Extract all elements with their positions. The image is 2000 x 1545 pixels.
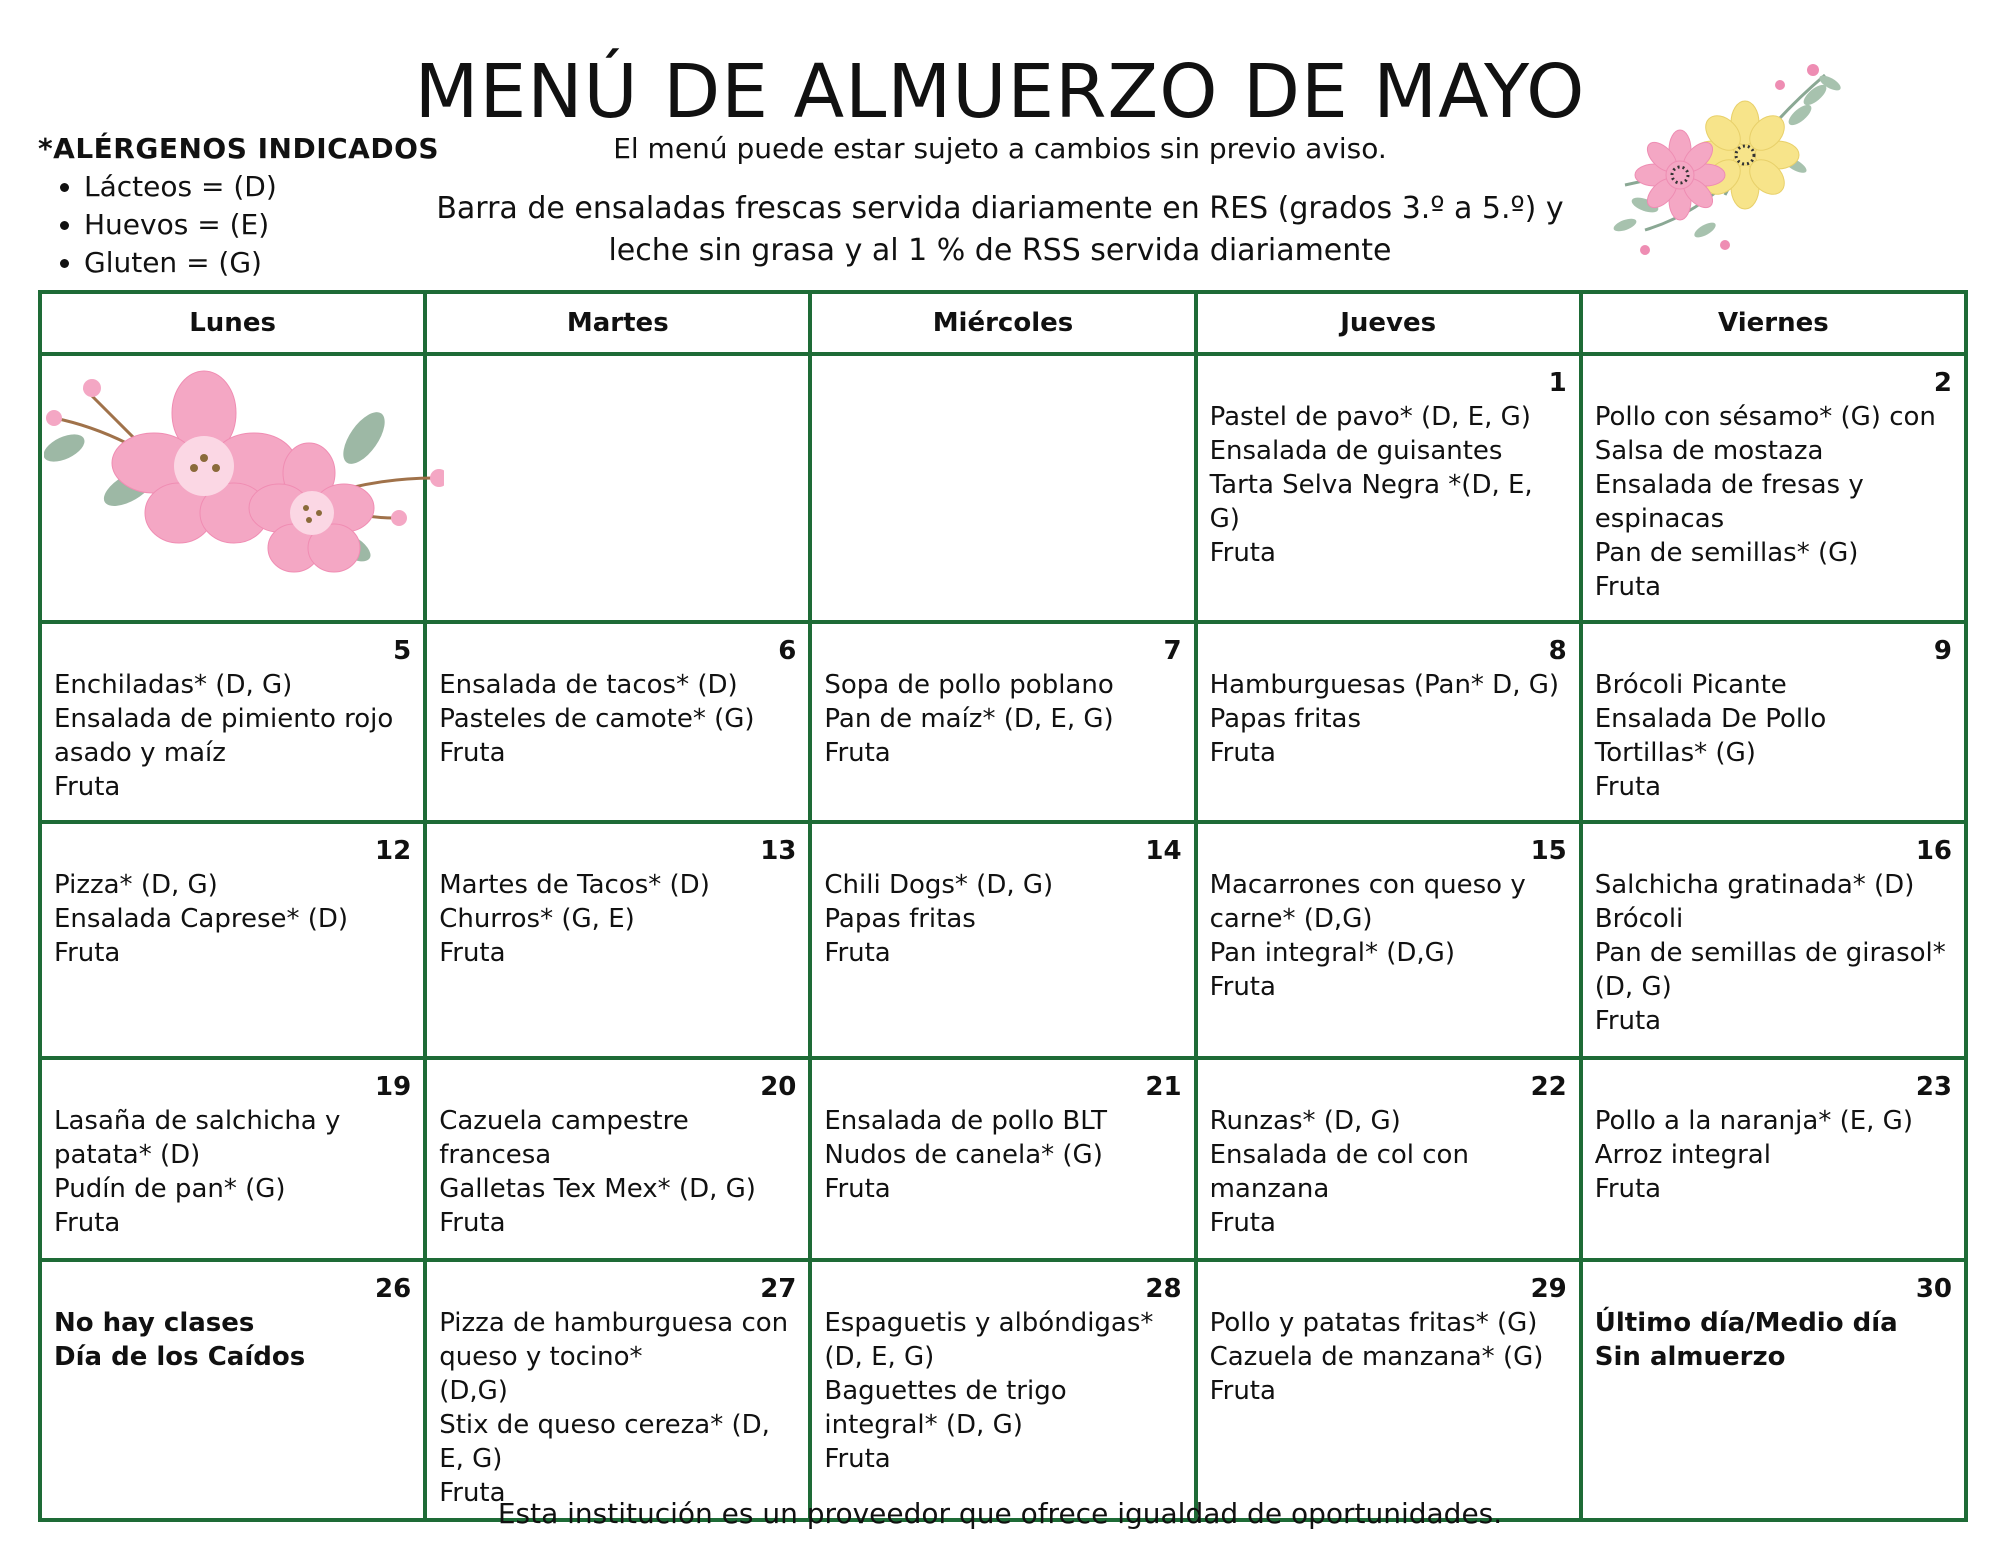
menu-item: Ensalada de tacos* (D) [439, 670, 738, 700]
cherry-blossom-decoration [44, 368, 444, 578]
menu-item: Sopa de pollo poblano [824, 670, 1114, 700]
allergens-heading: *ALÉRGENOS INDICADOS [38, 132, 440, 165]
menu-item: Fruta [824, 738, 891, 768]
day-number: 30 [1915, 1274, 1952, 1304]
allergen-dairy: • Lácteos = (D) [84, 168, 439, 206]
day-cell-14 [810, 822, 1195, 1058]
day-cell-12 [40, 822, 425, 1058]
menu-item: Tarta Selva Negra *(D, E, G) [1209, 470, 1533, 534]
week-row [40, 622, 1966, 822]
menu-item: Papas fritas [1209, 704, 1361, 734]
menu-item: Ensalada de col con manzana [1209, 1140, 1469, 1204]
menu-item: Martes de Tacos* (D) [439, 870, 710, 900]
menu-item: Brócoli Picante [1594, 670, 1787, 700]
week-row [40, 1260, 1966, 1520]
menu-item: Macarrones con queso y carne* (D,G) [1209, 870, 1526, 934]
day-cell-15 [1196, 822, 1581, 1058]
day-number: 19 [375, 1072, 412, 1102]
day-cell-28 [810, 1260, 1195, 1520]
day-cell-26 [40, 1260, 425, 1520]
menu-item: Pizza* (D, G) [54, 870, 218, 900]
day-cell-9 [1581, 622, 1966, 822]
weekday-header-row [40, 292, 1966, 354]
day-number: 13 [760, 836, 797, 866]
day-number: 29 [1530, 1274, 1567, 1304]
menu-item: Fruta [1209, 738, 1276, 768]
day-number: 16 [1915, 836, 1952, 866]
menu-item: Fruta [824, 1174, 891, 1204]
menu-item: Pasteles de camote* (G) Fruta [439, 704, 755, 768]
day-cell-2 [1581, 354, 1966, 622]
menu-item: Lasaña de salchicha y patata* (D) [54, 1106, 341, 1170]
day-number: 14 [1145, 836, 1182, 866]
menu-item: Fruta [824, 938, 891, 968]
menu-item: Fruta [1209, 538, 1276, 568]
menu-item: Pan de semillas* (G) [1594, 538, 1859, 568]
menu-item: Ensalada de fresas y espinacas [1594, 470, 1864, 534]
day-number: 27 [760, 1274, 797, 1304]
empty-day-cell [425, 354, 810, 622]
day-cell-13 [425, 822, 810, 1058]
menu-item: Día de los Caídos [54, 1342, 306, 1372]
page-title: MENÚ DE ALMUERZO DE MAYO [414, 49, 1586, 135]
menu-item: Fruta [1209, 972, 1276, 1002]
menu-item: Fruta [1594, 572, 1662, 602]
day-cell-20 [425, 1058, 810, 1260]
menu-item: Tortillas* (G) [1594, 738, 1756, 768]
day-cell-30 [1581, 1260, 1966, 1520]
day-number: 26 [375, 1274, 412, 1304]
menu-item: Espaguetis y albóndigas* (D, E, G) [824, 1308, 1154, 1372]
allergens-legend [38, 130, 439, 282]
week-row [40, 822, 1966, 1058]
menu-item: Enchiladas* (D, G) [54, 670, 293, 700]
allergen-eggs: • Huevos = (E) [84, 206, 439, 244]
menu-item: Salchicha gratinada* (D) [1594, 870, 1915, 900]
day-cell-1 [1196, 354, 1581, 622]
day-number: 12 [375, 836, 412, 866]
menu-item: Fruta [439, 1478, 506, 1508]
menu-item: Churros* (G, E) [439, 904, 635, 934]
menu-item: Pollo y patatas fritas* (G) [1209, 1308, 1538, 1338]
header-tuesday: Martes [425, 292, 810, 354]
menu-item: Pudín de pan* (G) [54, 1174, 286, 1204]
menu-item: Fruta [824, 1444, 891, 1474]
menu-item: Pollo con sésamo* (G) con Salsa de mostaza [1594, 402, 1936, 466]
day-cell-8 [1196, 622, 1581, 822]
menu-item: Pan de maíz* (D, E, G) [824, 704, 1114, 734]
header-monday: Lunes [40, 292, 425, 354]
menu-item: Ensalada de guisantes [1209, 436, 1503, 466]
day-cell-19 [40, 1058, 425, 1260]
menu-item: Fruta [54, 772, 121, 802]
day-number: 6 [778, 636, 797, 666]
menu-item: Ensalada de pollo BLT Nudos de canela* (G) [824, 1106, 1108, 1170]
day-number: 1 [1548, 368, 1567, 398]
day-number: 22 [1530, 1072, 1567, 1102]
menu-item: Hamburguesas (Pan* D, G) [1209, 670, 1560, 700]
menu-item: Stix de queso cereza* (D, E, G) [439, 1410, 770, 1474]
menu-item: Brócoli [1594, 904, 1684, 934]
day-cell-23 [1581, 1058, 1966, 1260]
day-cell-16 [1581, 822, 1966, 1058]
header-friday: Viernes [1581, 292, 1966, 354]
menu-item: Galletas Tex Mex* (D, G) [439, 1174, 756, 1204]
menu-item: Fruta [439, 938, 506, 968]
day-cell-6 [425, 622, 810, 822]
day-number: 2 [1933, 368, 1952, 398]
day-number: 23 [1915, 1072, 1952, 1102]
menu-item: Pan integral* (D,G) [1209, 938, 1455, 968]
day-number: 9 [1933, 636, 1952, 666]
day-number: 21 [1145, 1072, 1182, 1102]
menu-item: Pan de semillas de girasol* (D, G) [1594, 938, 1946, 1002]
menu-item: Sin almuerzo [1594, 1342, 1786, 1372]
menu-item: Pizza de hamburguesa con queso y tocino* [439, 1308, 789, 1372]
menu-item: Runzas* (D, G) [1209, 1106, 1401, 1136]
menu-item: (D,G) [439, 1376, 508, 1406]
menu-item: Pastel de pavo* (D, E, G) [1209, 402, 1531, 432]
menu-item: Cazuela campestre francesa [439, 1106, 689, 1170]
menu-item: Cazuela de manzana* (G) [1209, 1342, 1544, 1372]
menu-item: Fruta [1594, 1174, 1662, 1204]
menu-item: Ensalada De Pollo [1594, 704, 1827, 734]
day-cell-29 [1196, 1260, 1581, 1520]
salad-note: Barra de ensaladas frescas servida diariamente en RES (grados 3.º a 5.º) y leche sin grasa y al 1 % de RSS servida diariamente [436, 191, 1564, 268]
menu-item: Chili Dogs* (D, G) [824, 870, 1054, 900]
menu-item: Fruta [54, 1208, 121, 1238]
menu-item: Ensalada de pimiento rojo asado y maíz [54, 704, 394, 768]
menu-item: Fruta [1209, 1208, 1276, 1238]
week-row [40, 1058, 1966, 1260]
day-number: 5 [393, 636, 412, 666]
menu-item: Ensalada Caprese* (D) [54, 904, 349, 934]
menu-item: No hay clases [54, 1308, 255, 1338]
menu-item: Arroz integral [1594, 1140, 1771, 1170]
menu-item: Papas fritas [824, 904, 976, 934]
menu-item: Fruta [1594, 772, 1662, 802]
day-cell-5 [40, 622, 425, 822]
flower-decoration-top [1585, 55, 1855, 260]
menu-item: Fruta [439, 1208, 506, 1238]
menu-item: Baguettes de trigo integral* (D, G) [824, 1376, 1067, 1440]
day-number: 28 [1145, 1274, 1182, 1304]
day-cell-21 [810, 1058, 1195, 1260]
subtitle: El menú puede estar sujeto a cambios sin previo aviso. [613, 132, 1387, 165]
header-thursday: Jueves [1196, 292, 1581, 354]
day-cell-7 [810, 622, 1195, 822]
menu-item: Último día/Medio día [1594, 1308, 1898, 1338]
menu-item: Fruta [1209, 1376, 1276, 1406]
day-number: 8 [1548, 636, 1567, 666]
day-number: 15 [1530, 836, 1567, 866]
allergens-list [38, 168, 439, 282]
footer-note: Esta institución es un proveedor que ofrece igualdad de oportunidades. [497, 1497, 1503, 1530]
day-number: 7 [1163, 636, 1182, 666]
allergen-gluten: • Gluten = (G) [84, 244, 439, 282]
header-wednesday: Miércoles [810, 292, 1195, 354]
day-cell-22 [1196, 1058, 1581, 1260]
menu-item: Fruta [54, 938, 121, 968]
menu-item: Pollo a la naranja* (E, G) [1594, 1106, 1913, 1136]
day-cell-27 [425, 1260, 810, 1520]
day-number: 20 [760, 1072, 797, 1102]
menu-item: Fruta [1594, 1006, 1662, 1036]
empty-day-cell [810, 354, 1195, 622]
